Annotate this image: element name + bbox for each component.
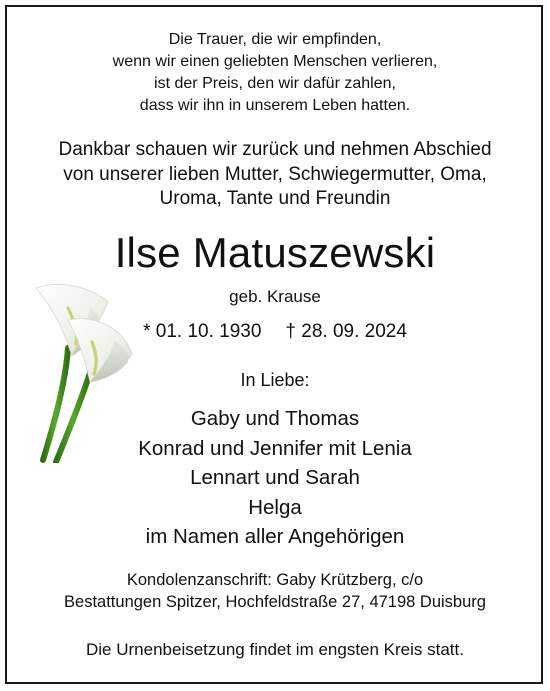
poem-line: dass wir ihn in unserem Leben hatten.: [139, 97, 411, 114]
mourners-heading: In Liebe:: [240, 370, 310, 390]
mourner-line: Lennart und Sarah: [190, 466, 360, 489]
condolence-address: [0, 569, 550, 613]
farewell-intro: [0, 138, 550, 212]
poem-line: wenn wir einen geliebten Menschen verlieren,: [112, 53, 438, 70]
mourner-line: Konrad und Jennifer mit Lenia: [138, 436, 412, 460]
burial-note: Die Urnenbeisetzung findet im engsten Kreis statt.: [86, 640, 464, 659]
birth-date: * 01. 10. 1930: [143, 321, 262, 342]
intro-line: von unserer lieben Mutter, Schwiegermutter, Oma,: [63, 163, 487, 185]
intro-line: Dankbar schauen wir zurück und nehmen Abschied: [58, 139, 492, 160]
mourner-line: Gaby und Thomas: [190, 407, 360, 430]
condolence-line: Bestattungen Spitzer, Hochfeldstraße 27, 47198 Duisburg: [64, 593, 486, 611]
intro-line: Uroma, Tante und Freundin: [159, 188, 391, 209]
poem-verse: [0, 29, 550, 117]
deceased-name: Ilse Matuszewski: [114, 229, 436, 276]
poem-line: Die Trauer, die wir empfinden,: [168, 31, 382, 48]
condolence-line: Kondolenzanschrift: Gaby Krützberg, c/o: [126, 571, 424, 589]
poem-line: ist der Preis, den wir dafür zahlen,: [154, 75, 396, 92]
calla-lily-icon: [28, 278, 143, 463]
maiden-name: geb. Krause: [229, 287, 321, 306]
mourner-line: Helga: [248, 495, 302, 519]
death-date: † 28. 09. 2024: [285, 321, 407, 342]
mourner-line: im Namen aller Angehörigen: [145, 525, 405, 548]
